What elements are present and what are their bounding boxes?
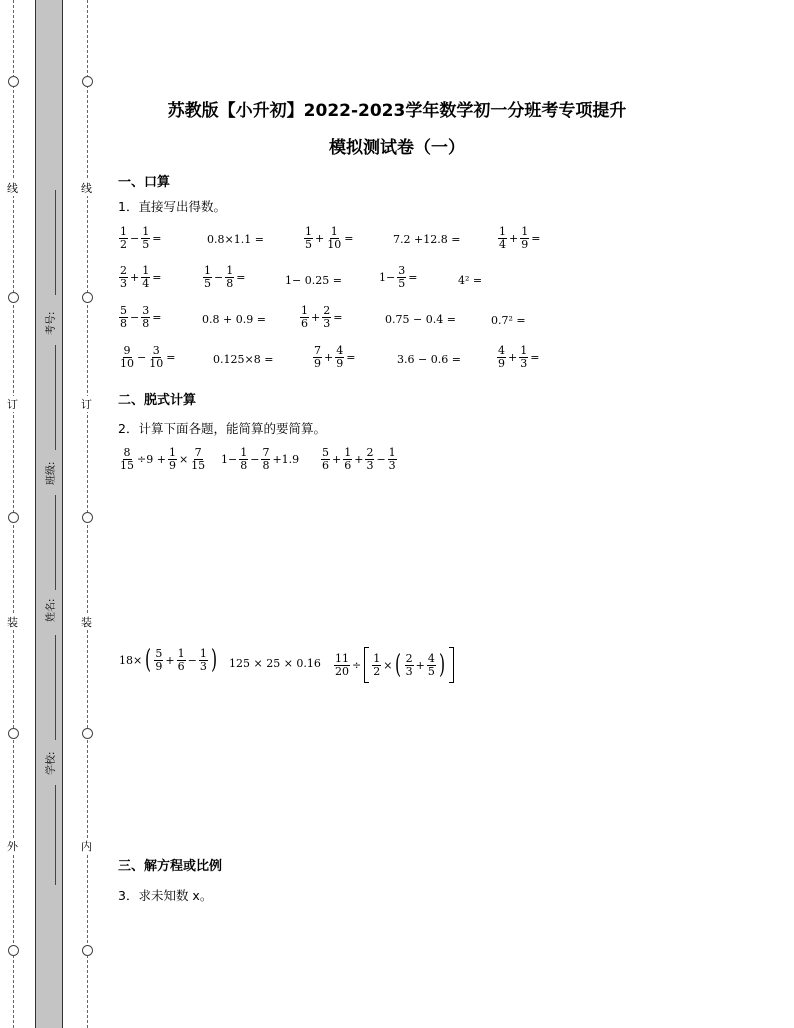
oral-item: $\frac{1}{5}$ − $\frac{1}{8}$ =	[204, 264, 246, 290]
oral-item: 7.2 +12.8 =	[393, 233, 461, 246]
field-label-school: 学校:	[46, 751, 57, 775]
binding-hole	[8, 292, 19, 303]
calc-expression: $\frac{8}{15}$ ÷9 + $\frac{1}{9}$ × $\frac{7}{15}$	[120, 446, 206, 472]
question-1-text: 1．直接写出得数。	[118, 199, 226, 214]
inner-mark-ding: 订	[81, 398, 92, 411]
section-heading-equations: 三、解方程或比例	[118, 859, 223, 874]
question-3-text: 3．求未知数 x。	[118, 888, 213, 903]
oral-item: $\frac{4}{9}$ + $\frac{1}{3}$ =	[498, 344, 540, 370]
field-label-class: 班级:	[46, 461, 57, 485]
oral-item: $\frac{7}{9}$ + $\frac{4}{9}$ =	[314, 344, 356, 370]
field-line-class	[55, 345, 56, 450]
oral-item: $\frac{5}{8}$ − $\frac{3}{8}$ =	[120, 304, 162, 330]
right-bracket	[449, 647, 454, 683]
inner-mark-xian: 线	[81, 182, 92, 195]
oral-item: 0.7² =	[491, 314, 526, 327]
right-paren: )	[210, 645, 217, 675]
left-bracket	[364, 647, 369, 683]
left-paren: (	[145, 645, 152, 675]
oral-item: 0.75 − 0.4 =	[385, 313, 456, 326]
oral-item: 1− $\frac{3}{5}$ =	[379, 264, 418, 290]
binding-hole	[8, 512, 19, 523]
calc-expression: $\frac{11}{20}$ ÷ $\frac{1}{2}$ × ( $\frac{2}{3}$ + $\frac{4}{5}$ )	[333, 647, 456, 683]
oral-item: 4² =	[458, 274, 483, 287]
field-line-tail	[55, 785, 56, 885]
oral-item: 1− 0.25 =	[285, 274, 342, 287]
outer-mark-wai: 外	[7, 840, 18, 853]
calc-expression: 1− $\frac{1}{8}$ − $\frac{7}{8}$ +1.9	[221, 446, 300, 472]
binding-hole	[82, 728, 93, 739]
oral-item: $\frac{2}{3}$ + $\frac{1}{4}$ =	[120, 264, 162, 290]
page-title: 苏教版【小升初】2022-2023学年数学初一分班考专项提升	[167, 101, 627, 121]
oral-item: $\frac{1}{4}$ + $\frac{1}{9}$ =	[499, 225, 541, 251]
left-paren: (	[395, 650, 402, 680]
calc-expression: 18× ( $\frac{5}{9}$ + $\frac{1}{6}$ − $\frac{1}{3}$ )	[119, 645, 217, 675]
oral-item: $\frac{1}{5}$ + $\frac{1}{10}$ =	[305, 225, 354, 251]
binding-hole	[82, 945, 93, 956]
binding-hole	[8, 728, 19, 739]
oral-item: 3.6 − 0.6 =	[397, 353, 461, 366]
oral-item: $\frac{1}{6}$ + $\frac{2}{3}$ =	[301, 304, 343, 330]
oral-item: $\frac{1}{2}$ − $\frac{1}{5}$ =	[120, 225, 162, 251]
inner-mark-zhuang: 装	[81, 616, 92, 629]
binding-hole	[8, 945, 19, 956]
inner-mark-nei: 内	[81, 840, 92, 853]
section-heading-stepwise: 二、脱式计算	[118, 393, 197, 408]
question-2-text: 2．计算下面各题，能简算的要简算。	[118, 421, 326, 436]
oral-item: 0.8 + 0.9 =	[202, 313, 266, 326]
field-line-school	[55, 635, 56, 740]
field-label-name: 姓名:	[46, 598, 57, 622]
oral-item: 0.125×8 =	[213, 353, 274, 366]
binding-hole	[8, 76, 19, 87]
binding-hole	[82, 292, 93, 303]
outer-mark-ding: 订	[7, 398, 18, 411]
field-line-exam-id	[55, 190, 56, 295]
calc-expression: $\frac{5}{6}$ + $\frac{1}{6}$ + $\frac{2}{3}$ − $\frac{1}{3}$	[322, 446, 396, 472]
page-subtitle: 模拟测试卷（一）	[329, 138, 465, 158]
binding-hole	[82, 512, 93, 523]
binding-hole	[82, 76, 93, 87]
oral-item: 0.8×1.1 =	[207, 233, 264, 246]
section-heading-oral: 一、口算	[118, 175, 171, 190]
field-label-exam-id: 考号:	[46, 311, 57, 335]
oral-item: $\frac{9}{10}$ − $\frac{3}{10}$ =	[120, 344, 176, 370]
right-paren: )	[438, 650, 445, 680]
outer-mark-xian: 线	[7, 182, 18, 195]
field-line-name	[55, 495, 56, 590]
calc-expression: 125 × 25 × 0.16	[229, 657, 321, 670]
outer-mark-zhuang: 装	[7, 616, 18, 629]
